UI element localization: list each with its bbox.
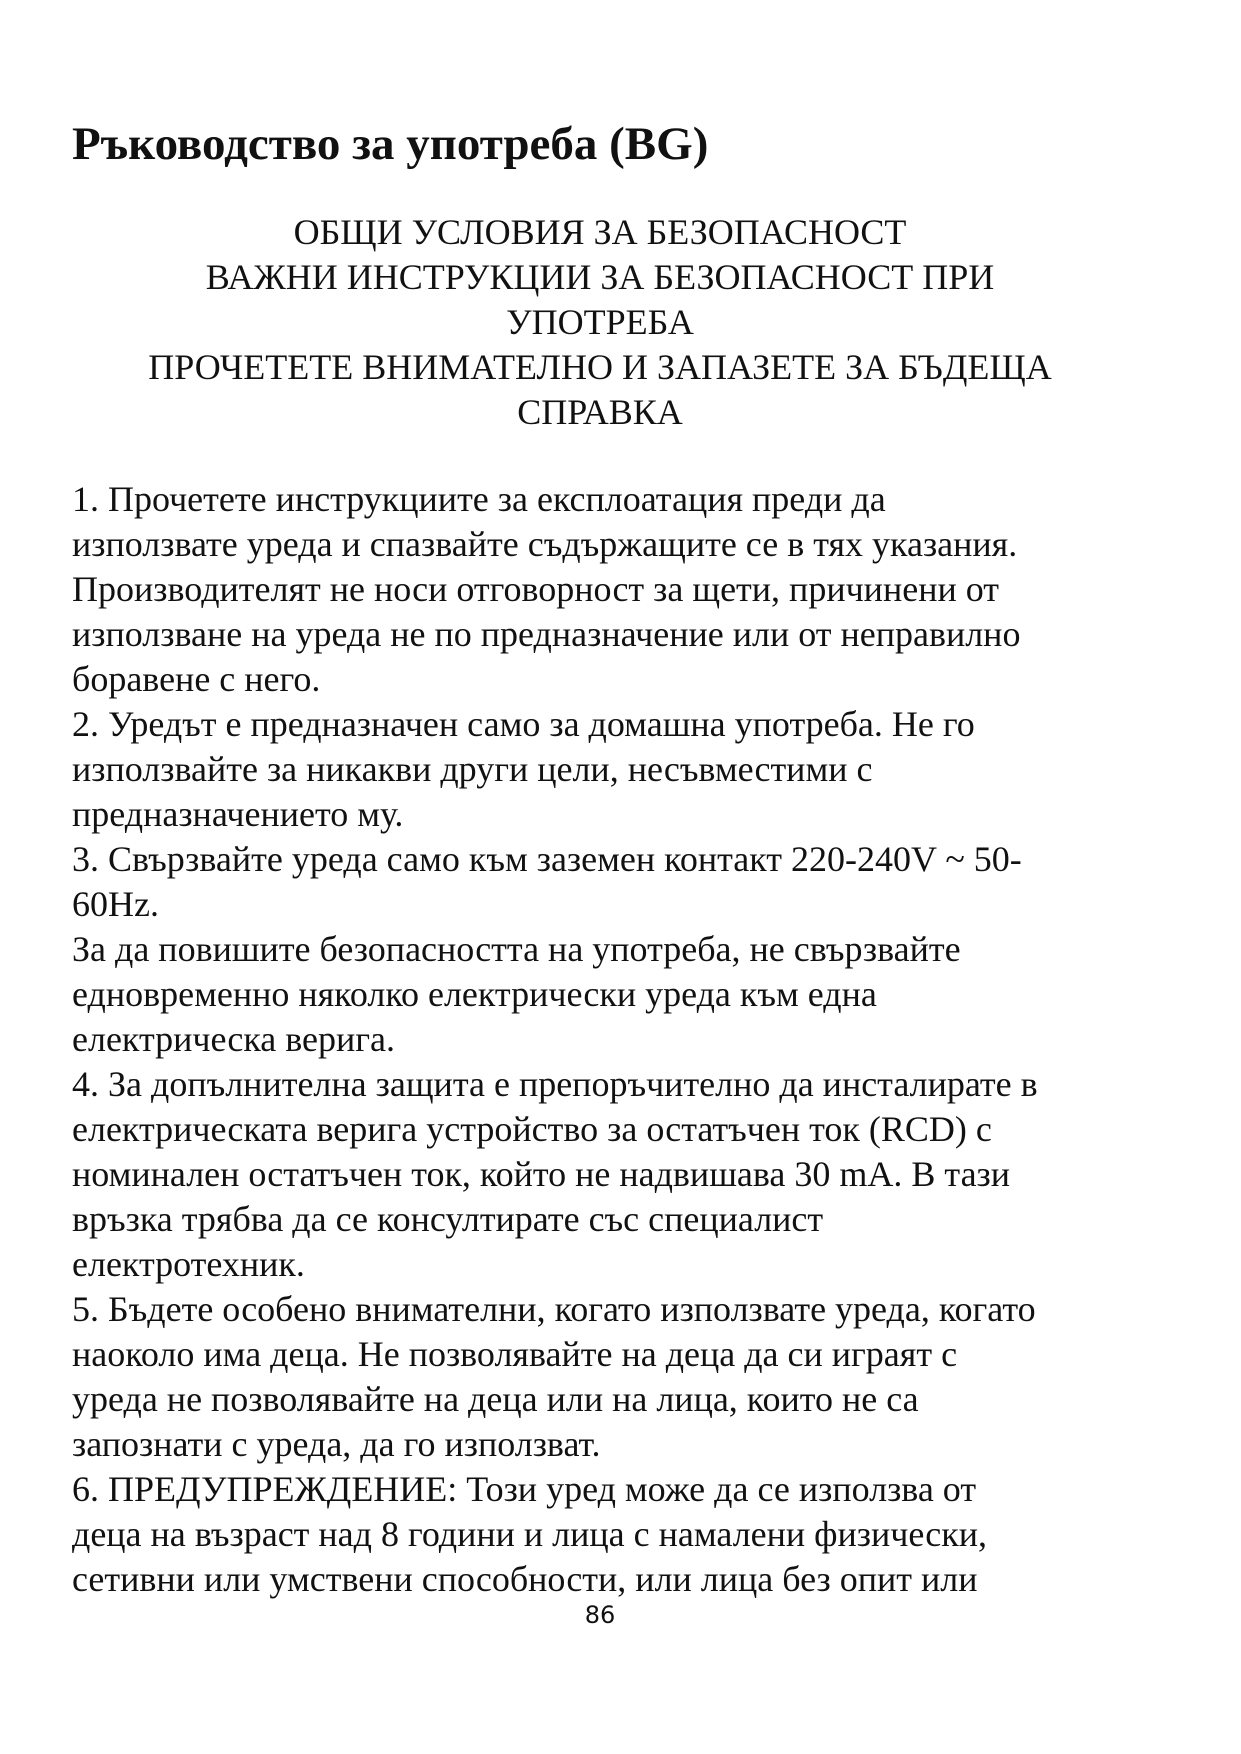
instruction-line: 6. ПРЕДУПРЕЖДЕНИЕ: Този уред може да се използва от xyxy=(72,1469,977,1509)
instruction-line: Производителят не носи отговорност за щети, причинени от xyxy=(72,569,999,609)
document-title: Ръководство за употреба (BG) xyxy=(72,118,709,170)
instruction-line: 5. Бъдете особено внимателни, когато използвате уреда, когато xyxy=(72,1289,1036,1329)
instruction-line: използвайте за никакви други цели, несъвместими с xyxy=(72,749,873,789)
safety-heading-line: ВАЖНИ ИНСТРУКЦИИ ЗА БЕЗОПАСНОСТ ПРИ xyxy=(205,257,995,297)
instruction-line: 4. За допълнителна защита е препоръчително да инсталирате в xyxy=(72,1064,1038,1104)
instruction-line: номинален остатъчен ток, който не надвишава 30 mA. В тази xyxy=(72,1154,1011,1194)
instruction-line: наоколо има деца. Не позволявайте на деца да си играят с xyxy=(72,1334,958,1374)
instruction-line: уреда не позволявайте на деца или на лица, които не са xyxy=(72,1379,919,1419)
instruction-line: електрическата верига устройство за остатъчен ток (RCD) с xyxy=(72,1109,992,1149)
instruction-line: електрическа верига. xyxy=(72,1019,396,1059)
instruction-line: използвате уреда и спазвайте съдържащите се в тях указания. xyxy=(72,524,1018,564)
instruction-line: връзка трябва да се консултирате със специалист xyxy=(72,1199,824,1239)
safety-heading-line: ОБЩИ УСЛОВИЯ ЗА БЕЗОПАСНОСТ xyxy=(293,212,907,252)
instruction-line: предназначението му. xyxy=(72,794,404,834)
instruction-line: За да повишите безопасността на употреба, не свързвайте xyxy=(72,929,961,969)
instruction-line: деца на възраст над 8 години и лица с намалени физически, xyxy=(72,1514,987,1554)
instruction-line: 1. Прочетете инструкциите за експлоатация преди да xyxy=(72,479,886,519)
instruction-line: 60Hz. xyxy=(72,884,159,924)
instruction-line: 2. Уредът е предназначен само за домашна употреба. Не го xyxy=(72,704,975,744)
safety-instructions xyxy=(72,477,1192,1602)
instruction-line: електротехник. xyxy=(72,1244,305,1284)
instruction-line: сетивни или умствени способности, или лица без опит или xyxy=(72,1559,978,1599)
safety-heading xyxy=(90,210,1110,435)
instruction-line: запознати с уреда, да го използват. xyxy=(72,1424,601,1464)
safety-heading-line: ПРОЧЕТЕТЕ ВНИМАТЕЛНО И ЗАПАЗЕТЕ ЗА БЪДЕЩА xyxy=(148,347,1052,387)
safety-heading-line: СПРАВКА xyxy=(517,392,683,432)
instruction-line: 3. Свързвайте уреда само към заземен контакт 220-240V ~ 50- xyxy=(72,839,1022,879)
safety-heading-line: УПОТРЕБА xyxy=(506,302,694,342)
instruction-line: използване на уреда не по предназначение или от неправилно xyxy=(72,614,1021,654)
instruction-line: боравене с него. xyxy=(72,659,321,699)
page-number: 86 xyxy=(584,1601,616,1629)
instruction-line: едновременно няколко електрически уреда към една xyxy=(72,974,877,1014)
